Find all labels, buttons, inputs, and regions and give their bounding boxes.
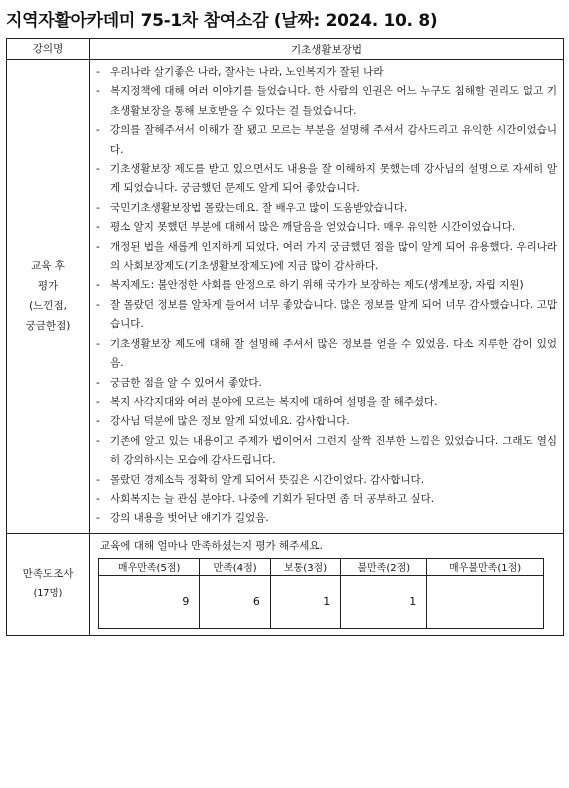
rating-column-header: 보통(3점) (270, 558, 340, 575)
satisfaction-question: 교육에 대해 얼마나 만족하셨는지 평가 해주세요. (100, 539, 323, 552)
feedback-text: 국민기초생활보장법 몰랐는데요. 잘 배우고 많이 도움받았습니다. (110, 201, 408, 214)
feedback-item (96, 199, 557, 218)
feedback-text: 복지제도: 불안정한 사회를 안정으로 하기 위해 국가가 보장하는 제도(생계보장, 자립 지원) (110, 279, 524, 292)
feedback-item (96, 490, 557, 509)
feedback-item (96, 335, 557, 374)
satisfaction-label (7, 533, 90, 635)
bullet-dash: - (96, 512, 100, 525)
rating-column-header: 매우불만족(1점) (427, 558, 544, 575)
feedback-item (96, 509, 557, 528)
bullet-dash: - (96, 395, 100, 408)
feedback-list (90, 60, 564, 534)
rating-count (427, 575, 544, 628)
bullet-dash: - (96, 124, 100, 137)
feedback-text: 기존에 알고 있는 내용이고 주제가 법이어서 그런지 살짝 진부한 느낌은 있었습니다. 그래도 열심히 강의하시는 모습에 감사드립니다. (110, 434, 557, 467)
feedback-item (96, 63, 557, 82)
feedback-item (96, 218, 557, 237)
bullet-dash: - (96, 240, 100, 253)
bullet-dash: - (96, 434, 100, 447)
feedback-text: 개정된 법을 새롭게 인지하게 되었다. 여러 가지 궁금했던 점을 많이 알게 되어 유용했다. 우리나라의 사회보장제도(기초생활보장제도)에 지금 많이 감사하다. (110, 240, 557, 273)
satisfaction-label-text: 만족도조사 (22, 568, 74, 581)
rating-column-header: 만족(4점) (200, 558, 270, 575)
feedback-text: 기초생활보장 제도를 받고 있으면서도 내용을 잘 이해하지 못했는데 강사님의 설명으로 자세히 알게 되었습니다. 궁금했던 문제도 알게 되어 좋았습니다. (110, 163, 557, 195)
bullet-dash: - (96, 337, 100, 350)
evaluation-label-line: 궁금한점) (25, 320, 71, 333)
bullet-dash: - (96, 221, 100, 234)
rating-header-row (99, 558, 544, 575)
respondent-count: (17명) (33, 588, 63, 600)
feedback-text: 잘 몰랐던 정보를 알차게 들어서 너무 좋았습니다. 많은 정보를 알게 되어 너무 감사했습니다. 고맙습니다. (110, 298, 557, 331)
header-row (7, 39, 564, 60)
bullet-dash: - (96, 376, 100, 389)
feedback-item (96, 412, 557, 431)
bullet-dash: - (96, 85, 100, 98)
feedback-text: 평소 알지 못했던 부분에 대해서 많은 깨달음을 얻었습니다. 매우 유익한 시간이었습니다. (110, 221, 516, 234)
feedback-item (96, 432, 557, 471)
feedback-text: 복지 사각지대와 여러 분야에 모르는 복지에 대하여 설명을 잘 해주셨다. (110, 395, 438, 408)
rating-column-header: 불만족(2점) (341, 558, 427, 575)
rating-count: 1 (270, 575, 340, 628)
evaluation-label-line: (느낀점, (29, 300, 67, 313)
feedback-text: 궁금한 점을 알 수 있어서 좋았다. (110, 376, 262, 389)
feedback-item (96, 276, 557, 295)
evaluation-label (7, 60, 90, 534)
header-lecture-label: 강의명 (7, 39, 90, 60)
feedback-text: 강사님 덕분에 많은 정보 알게 되었네요. 감사합니다. (110, 415, 350, 428)
feedback-text: 몰랐던 경제소득 정확히 알게 되어서 뜻깊은 시간이었다. 감사합니다. (110, 473, 425, 486)
evaluation-label-line: 교육 후 (31, 260, 65, 273)
feedback-item (96, 238, 557, 277)
bullet-dash: - (96, 66, 100, 78)
bullet-dash: - (96, 163, 100, 176)
rating-column-header: 매우만족(5점) (99, 558, 200, 575)
rating-count: 6 (200, 575, 270, 628)
rating-count: 1 (341, 575, 427, 628)
satisfaction-content (90, 533, 564, 635)
feedback-text: 복지정책에 대해 여러 이야기를 들었습니다. 한 사람의 인권은 어느 누구도 침해할 권리도 없고 기초생활보장을 통해 보호받을 수 있다는 걸 들었습니다. (110, 85, 557, 117)
evaluation-row (7, 60, 564, 534)
feedback-item (96, 121, 557, 160)
rating-count: 9 (99, 575, 200, 628)
feedback-item (96, 82, 557, 121)
bullet-dash: - (96, 473, 100, 486)
bullet-dash: - (96, 201, 100, 214)
feedback-item (96, 471, 557, 490)
header-lecture-title: 기초생활보장법 (90, 39, 564, 60)
feedback-text: 사회복지는 늘 관심 분야다. 나중에 기회가 된다면 좀 더 공부하고 싶다. (110, 492, 435, 505)
feedback-text: 강의 내용을 벗어난 얘기가 길었음. (110, 512, 269, 525)
rating-table (98, 558, 544, 629)
feedback-item (96, 393, 557, 412)
feedback-text: 기초생활보장 제도에 대해 잘 설명해 주셔서 많은 정보를 얻을 수 있었음. 다소 지루한 감이 있었음. (110, 337, 557, 370)
satisfaction-row (7, 533, 564, 635)
bullet-dash: - (96, 492, 100, 505)
feedback-item (96, 296, 557, 335)
rating-value-row (99, 575, 544, 628)
survey-table (6, 38, 564, 636)
page-title: 지역자활아카데미 75-1차 참여소감 (날짜: 2024. 10. 8) (6, 11, 438, 31)
feedback-item (96, 160, 557, 199)
feedback-text: 우리나라 살기좋은 나라, 잘사는 나라, 노인복지가 잘된 나라 (110, 66, 384, 78)
bullet-dash: - (96, 415, 100, 428)
evaluation-label-line: 평가 (37, 280, 59, 293)
feedback-text: 강의를 잘해주셔서 이해가 잘 됐고 모르는 부분을 설명해 주셔서 감사드리고 유익한 시간이었습니다. (110, 124, 557, 156)
bullet-dash: - (96, 279, 100, 292)
feedback-item (96, 374, 557, 393)
bullet-dash: - (96, 298, 100, 311)
